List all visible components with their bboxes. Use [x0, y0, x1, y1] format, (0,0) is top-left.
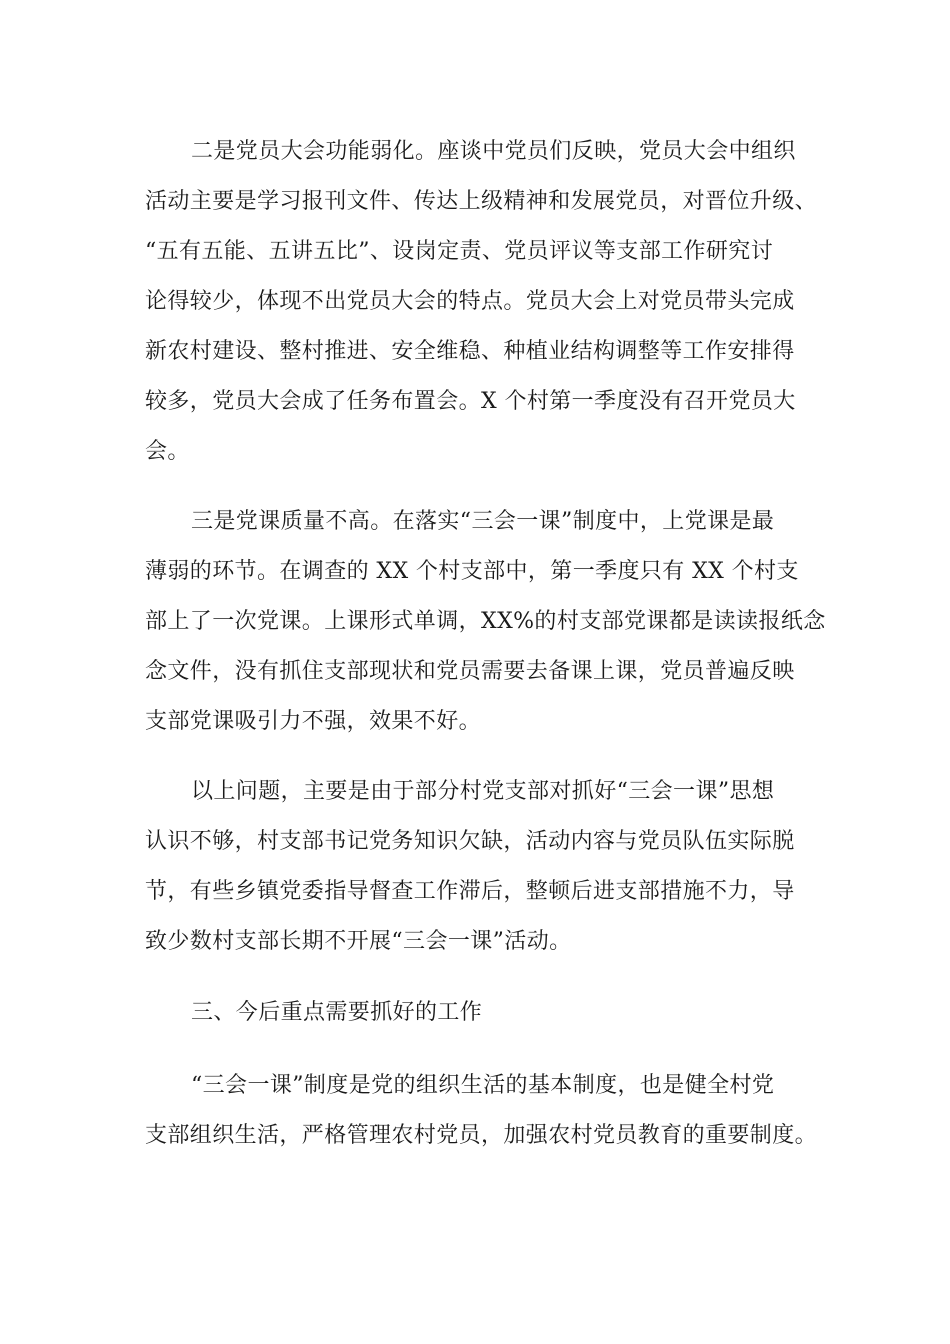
text-line: 支部党课吸引力不强，效果不好。 [145, 709, 482, 734]
text-line: 以上问题，主要是由于部分村党支部对抓好“三会一课”思想 [191, 779, 775, 804]
text-line: 认识不够，村支部书记党务知识欠缺，活动内容与党员队伍实际脱 [145, 829, 795, 854]
text-line: 三、今后重点需要抓好的工作 [191, 1000, 483, 1025]
text-line: 二是党员大会功能弱化。座谈中党员们反映，党员大会中组织 [191, 139, 796, 164]
text-line: 致少数村支部长期不开展“三会一课”活动。 [145, 929, 572, 954]
text-line: “五有五能、五讲五比”、设岗定责、党员评议等支部工作研究讨 [145, 239, 774, 264]
text-line: 活动主要是学习报刊文件、传达上级精神和发展党员，对晋位升级、 [145, 189, 818, 214]
text-line: 论得较少，体现不出党员大会的特点。党员大会上对党员带头完成 [145, 289, 795, 314]
text-line: 节，有些乡镇党委指导督查工作滞后，整顿后进支部措施不力，导 [145, 879, 795, 904]
text-line: 新农村建设、整村推进、安全维稳、种植业结构调整等工作安排得 [145, 339, 795, 364]
text-line: 部上了一次党课。上课形式单调，XX%的村支部党课都是读读报纸念 [145, 609, 826, 634]
text-line: 支部组织生活，严格管理农村党员，加强农村党员教育的重要制度。 [145, 1123, 818, 1148]
text-line: 念文件，没有抓住支部现状和党员需要去备课上课，党员普遍反映 [145, 659, 795, 684]
text-line: “三会一课”制度是党的组织生活的基本制度，也是健全村党 [191, 1073, 775, 1098]
text-line: 较多，党员大会成了任务布置会。X 个村第一季度没有召开党员大 [145, 389, 796, 414]
text-line: 会。 [145, 439, 190, 464]
text-line: 三是党课质量不高。在落实“三会一课”制度中，上党课是最 [191, 509, 775, 534]
text-line: 薄弱的环节。在调查的 XX 个村支部中，第一季度只有 XX 个村支 [145, 559, 799, 584]
